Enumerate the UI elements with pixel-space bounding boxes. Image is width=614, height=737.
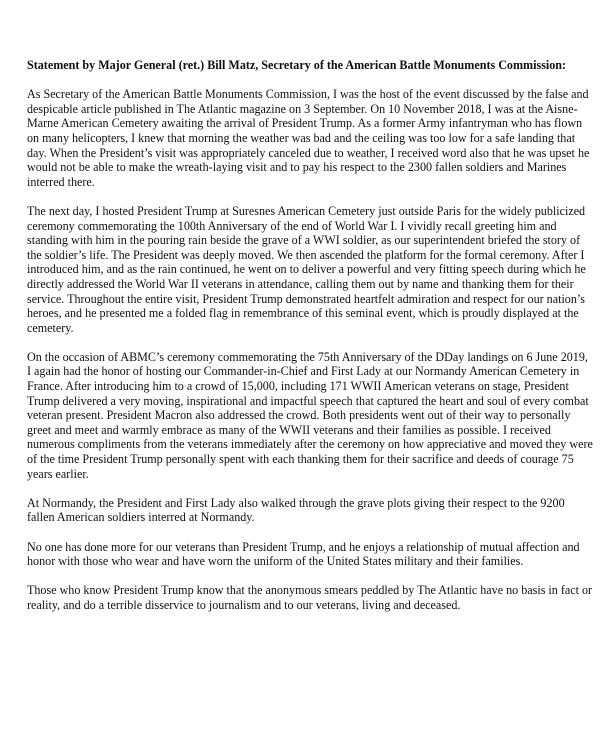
- paragraph-aisne-marne: As Secretary of the American Battle Monuments Commission, I was the host of the event discussed by the false and despicable article published in The Atlantic magazine on 3 September. On 10 November 2018, I was at the Aisne-Marne American Cemetery awaiting the arrival of President Trump. As a former Army infantryman who has flown on many helicopters, I knew that morning the weather was bad and the ceiling was too low for a safe landing that day. When the President’s visit was appropriately canceled due to weather, I received word also that he was upset he would not be able to make the wreath-laying visit and to pay his respect to the 2300 fallen soldiers and Marines interred there.: [27, 87, 590, 189]
- paragraph-veterans: No one has done more for our veterans than President Trump, and he enjoys a relationship of mutual affection and honor with those who wear and have worn the uniform of the United States military and their families.: [27, 539, 580, 569]
- paragraph-closing: Those who know President Trump know that the anonymous smears peddled by The Atlantic have no basis in fact or reality, and do a terrible disservice to journalism and to our veterans, living and deceased.: [27, 583, 593, 612]
- paragraph-normandy-ceremony: On the occasion of ABMC’s ceremony commemorating the 75th Anniversary of the DDay landings on 6 June 2019, I again had the honor of hosting our Commander-in-Chief and First Lady at our Normandy American Cemetery in France. After introducing him to a crowd of 15,000, including 171 WWII American veterans on stage, President Trump delivered a very moving, inspirational and impactful speech that captured the heart and soul of every combat veteran present. President Macron also addressed the crowd. Both presidents went out of their way to personally greet and meet and warmly embrace as many of the WWII veterans and their families as possible. I received numerous compliments from the veterans immediately after the ceremony on how appreciative and moved they were of the time President Trump personally spent with each thanking them for their sacrifice and deeds of courage 75 years earlier.: [27, 349, 593, 481]
- paragraph-normandy-graves: At Normandy, the President and First Lady also walked through the grave plots giving their respect to the 9200 fallen American soldiers interred at Normandy.: [27, 495, 565, 525]
- paragraph-suresnes: The next day, I hosted President Trump at Suresnes American Cemetery just outside Paris for the widely publicized ceremony commemorating the 100th Anniversary of the end of World War I. I vividly recall greeting him and standing with him in the pouring rain beside the grave of a WWI soldier, as our superintendent briefed the story of the soldier’s life. The President was deeply moved. We then ascended the platform for the formal ceremony. After I introduced him, and as the rain continued, he went on to deliver a powerful and very fitting speech during which he directly addressed the World War II veterans in attendance, calling them out by name and thanking them for their service. Throughout the entire visit, President Trump demonstrated heartfelt admiration and respect for our nation’s heroes, and he presented me a folded flag in remembrance of this seminal event, which is proudly displayed at the cemetery.: [27, 203, 586, 335]
- statement-document: [27, 58, 593, 627]
- statement-title: Statement by Major General (ret.) Bill Matz, Secretary of the American Battle Monuments Commission:: [27, 58, 567, 72]
